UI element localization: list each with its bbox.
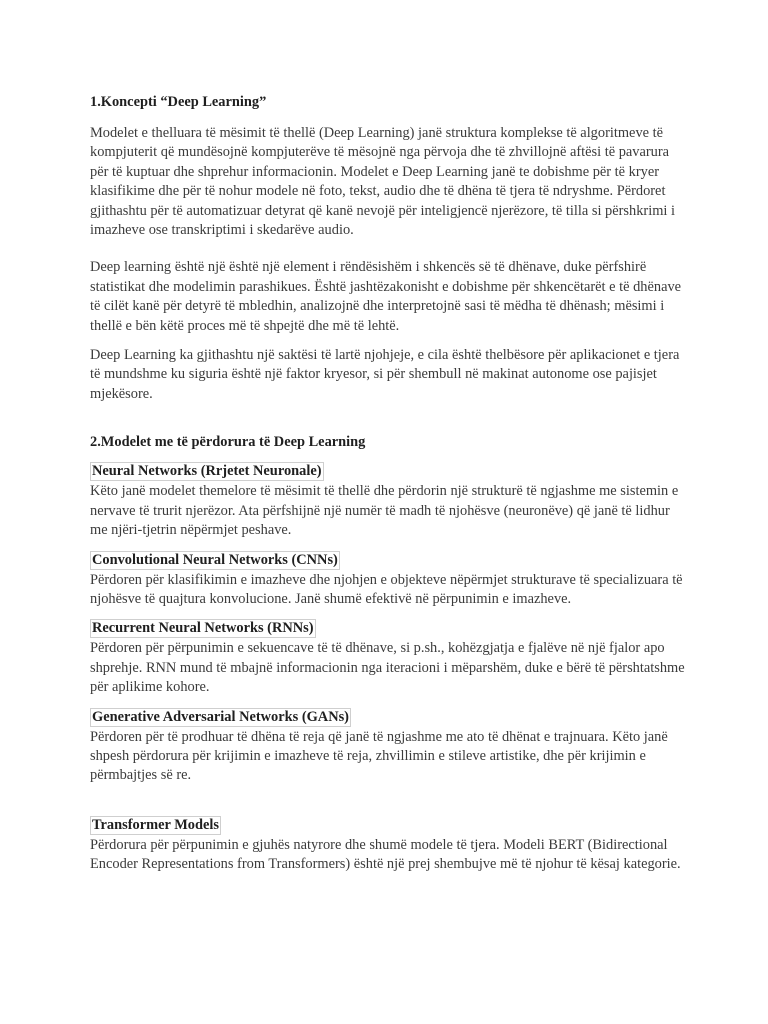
- model-description: Këto janë modelet themelore të mësimit të thellë dhe përdorin një strukturë të ngjashme me sistemin e nervave të trurit njerëzor. Ata përfshijnë një numër të madh të njohësve (neuronëve) që janë të lidhur me njëri-tjetrin nëpërmjet peshave.: [90, 483, 679, 539]
- model-title: Generative Adversarial Networks (GANs): [92, 708, 349, 725]
- document-page: [90, 92, 690, 875]
- model-title: Transformer Models: [92, 816, 219, 833]
- section-1-heading: 1.Koncepti “Deep Learning”: [90, 94, 267, 110]
- model-description: Përdoren për të prodhuar të dhëna të reja që janë të ngjashme me ato të dhënat e trajnuara. Këto janë shpesh përdorura për krijimin e imazheve të reja, zhvillimin e stileve artistike, dhe për krijimin e përmbajtjes së re.: [90, 728, 668, 784]
- model-title: Recurrent Neural Networks (RNNs): [92, 620, 314, 637]
- model-title: Neural Networks (Rrjetet Neuronale): [92, 463, 322, 480]
- model-title: Convolutional Neural Networks (CNNs): [92, 551, 338, 568]
- model-description: Përdoren për përpunimin e sekuencave të të dhënave, si p.sh., kohëzgjatja e fjalëve në një fjalor apo shprehje. RNN mund të mbajnë informacionin nga iteracioni i mëparshëm, duke e bërë të përshtatshme për aplikime kohore.: [90, 640, 685, 696]
- model-item: [90, 551, 690, 610]
- model-item: [90, 708, 690, 786]
- model-item: [90, 816, 690, 875]
- model-description: Përdoren për klasifikimin e imazheve dhe njohjen e objekteve nëpërmjet strukturave të specializuara të njohësve të quajtura konvolucione. Janë shumë efektivë në përpunimin e imazheve.: [90, 571, 683, 607]
- model-description: Përdorura për përpunimin e gjuhës natyrore dhe shumë modele të tjera. Modeli BERT (Bidirectional Encoder Representations from Transformers) është një prej shembujve më të njohur të kësaj kategorie.: [90, 836, 681, 873]
- section-1-paragraph-2: Deep learning është një është një element i rëndësishëm i shkencës së të dhënave, duke përfshirë statistikat dhe modelimin parashikues. Është jashtëzakonisht e dobishme për shkencëtarët e të dhënave të cilët kanë për detyrë të mbledhin, analizojnë dhe interpretojnë sasi të mëdha të dhënash; mësimi i thellë e bën këtë proces më të shpejtë dhe më të lehtë.: [90, 259, 682, 334]
- model-item: [90, 619, 690, 697]
- section-1-paragraph-3: Deep Learning ka gjithashtu një saktësi të lartë njohjeje, e cila është thelbësore për aplikacionet e tjera të mundshme ku siguria është një faktor kryesor, si për shembull në makinat autonome ose pajisjet mjekësore.: [90, 347, 680, 402]
- section-2-heading: 2.Modelet me të përdorura të Deep Learning: [90, 434, 366, 451]
- model-item: [90, 462, 690, 540]
- section-1-paragraph-1: Modelet e thelluara të mësimit të thellë (Deep Learning) janë struktura komplekse të algoritmeve të kompjuterit që mundësojnë kompjuterëve të mësojnë nga përvoja dhe të zhvillojnë aftësi të pavarura për të kuptuar dhe shprehur informacionin. Modelet e Deep Learning janë te dobishme për të kryer klasifikime dhe për të nohur modele në foto, tekst, audio dhe të dhëna të tjera të ndryshme. Përdoret gjithashtu për të automatizuar detyrat që kanë nevojë për inteligjencë njerëzore, të tilla si përshkrimi i imazheve ose transkriptimi i skedarëve audio.: [90, 125, 675, 239]
